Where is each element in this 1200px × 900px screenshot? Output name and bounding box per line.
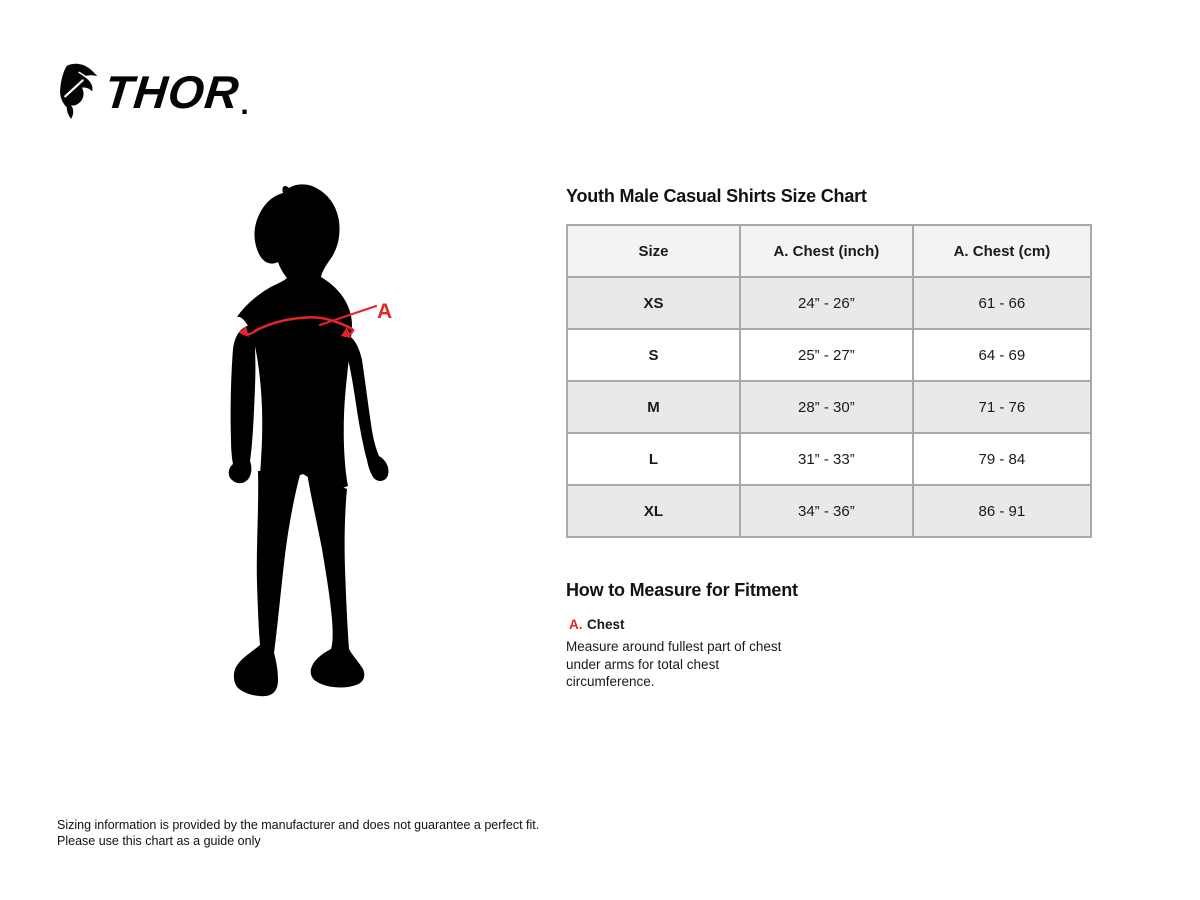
chest-cm-value: 61 - 66	[913, 277, 1091, 329]
measure-item-chest	[566, 616, 1092, 691]
chest-cm-value: 86 - 91	[913, 485, 1091, 537]
size-chart-title: Youth Male Casual Shirts Size Chart	[566, 186, 867, 206]
measure-item-heading	[566, 616, 1092, 634]
table-header-row	[567, 225, 1091, 277]
size-chart-table	[566, 224, 1092, 538]
measure-item-name: Chest	[586, 617, 625, 632]
table-row	[567, 433, 1091, 485]
size-value: S	[567, 329, 740, 381]
size-value: XS	[567, 277, 740, 329]
thor-goat-icon	[58, 58, 98, 126]
table-row	[567, 381, 1091, 433]
how-to-measure-title: How to Measure for Fitment	[566, 580, 798, 600]
chest-cm-value: 71 - 76	[913, 381, 1091, 433]
size-value: L	[567, 433, 740, 485]
measure-item-description: Measure around fullest part of chest under arms for total chest circumference.	[566, 639, 782, 690]
column-header-chest-inch: A. Chest (inch)	[740, 225, 913, 277]
size-value: XL	[567, 485, 740, 537]
disclaimer-line-1: Sizing information is provided by the manufacturer and does not guarantee a perfect fit.	[57, 818, 540, 832]
table-row	[567, 485, 1091, 537]
chest-cm-value: 79 - 84	[913, 433, 1091, 485]
measure-item-key: A.	[569, 617, 583, 632]
column-header-chest-cm: A. Chest (cm)	[913, 225, 1091, 277]
brand-wordmark: THOR	[102, 66, 243, 118]
table-row	[567, 277, 1091, 329]
column-header-size: Size	[567, 225, 740, 277]
size-chart-section	[566, 186, 1092, 691]
chest-inch-value: 28” - 30”	[740, 381, 913, 433]
disclaimer-line-2: Please use this chart as a guide only	[57, 834, 261, 848]
chest-inch-value: 31” - 33”	[740, 433, 913, 485]
measurement-figure	[225, 183, 400, 713]
size-value: M	[567, 381, 740, 433]
brand-wordmark-period: .	[240, 88, 249, 121]
how-to-measure-section	[566, 580, 1092, 691]
chest-inch-value: 24” - 26”	[740, 277, 913, 329]
chest-inch-value: 34” - 36”	[740, 485, 913, 537]
table-row	[567, 329, 1091, 381]
chest-inch-value: 25” - 27”	[740, 329, 913, 381]
sizing-disclaimer	[57, 817, 539, 849]
thor-logo	[58, 58, 249, 126]
chest-measure-label: A	[377, 300, 393, 323]
chest-cm-value: 64 - 69	[913, 329, 1091, 381]
child-silhouette	[225, 183, 400, 713]
